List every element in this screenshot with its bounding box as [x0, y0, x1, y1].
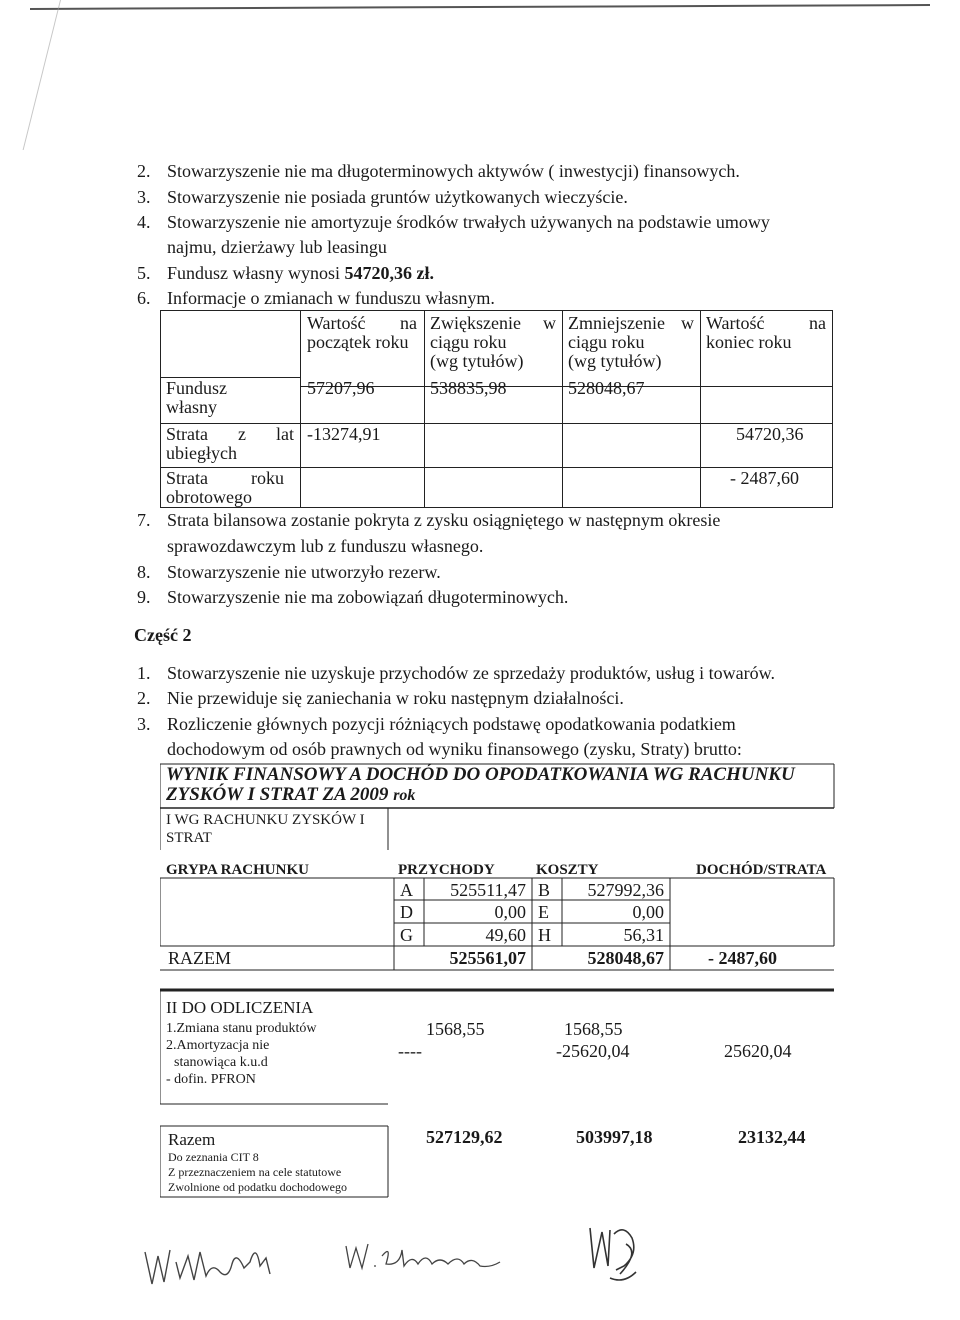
header-line: ciągu roku — [568, 332, 645, 352]
item-text — [167, 509, 823, 531]
costs-value: 527992,36 — [587, 880, 664, 900]
deduction-line: stanowiąca k.u.d — [174, 1055, 268, 1070]
header-word: na — [400, 313, 417, 333]
row-label-word: Strata — [166, 424, 208, 444]
deduction-line: 1.Zmiana stanu produktów — [166, 1021, 317, 1036]
item-number: 9. — [137, 587, 151, 607]
item-number: 8. — [137, 562, 151, 582]
final-razem-label: Razem — [168, 1130, 216, 1149]
item-text-plain: Fundusz własny wynosi — [167, 263, 345, 283]
item-number: 2. — [137, 161, 151, 181]
header-word: Wartość — [307, 313, 366, 333]
final-note: Z przeznaczeniem na cele statutowe — [168, 1165, 342, 1179]
cell-value: 57207,96 — [307, 378, 375, 398]
header-decrease — [568, 314, 694, 371]
item-text: Stowarzyszenie nie posiada gruntów użytkowanych wieczyście. — [167, 187, 628, 207]
item-text: Stowarzyszenie nie ma długoterminowych aktywów ( inwestycji) finansowych. — [167, 161, 740, 181]
item-text-continued: dochodowym od osób prawnych od wyniku finansowego (zysku, Straty) brutto: — [167, 739, 742, 759]
item-number: 3. — [137, 714, 151, 734]
header-word: w — [543, 313, 556, 333]
razem-label: RAZEM — [168, 948, 231, 968]
row-label — [166, 425, 294, 463]
header-line: koniec roku — [706, 332, 792, 352]
row-label-line: własny — [166, 397, 217, 417]
costs-value: 0,00 — [632, 902, 664, 922]
final-note: Do zeznania CIT 8 — [168, 1150, 259, 1164]
section-1-label: I WG RACHUNKU ZYSKÓW I — [166, 812, 365, 828]
item-text-line: Rozliczenie głównych pozycji różniących podstawę opodatkowania podatkiem — [167, 714, 736, 734]
row-label-line: ubiegłych — [166, 443, 237, 463]
part-2-title: Część 2 — [134, 625, 192, 645]
cell-value: 54720,36 — [736, 424, 804, 444]
item-text-line: Strata bilansowa zostanie pokryta z zysku osiągniętego w następnym okresie — [167, 510, 721, 530]
final-note: Zwolnione od podatku dochodowego — [168, 1180, 347, 1194]
scan-corner-mark — [0, 0, 61, 150]
cell-value: -13274,91 — [307, 424, 381, 444]
header-word: Wartość — [706, 313, 765, 333]
item-number: 5. — [137, 263, 151, 283]
income-code: D — [400, 902, 413, 922]
item-text — [167, 262, 434, 284]
income-code: A — [400, 880, 413, 900]
fund-amount: 54720,36 zł. — [344, 263, 435, 283]
deduction-income-dash: ---- — [398, 1041, 422, 1061]
header-line: początek roku — [307, 332, 409, 352]
scan-top-line — [30, 4, 930, 10]
header-increase — [430, 314, 556, 371]
row-label-line: Fundusz — [166, 378, 228, 398]
deduction-income: 1568,55 — [426, 1019, 485, 1039]
item-text: Stowarzyszenie nie uzyskuje przychodów ze sprzedaży produktów, usług i towarów. — [167, 663, 775, 683]
deduction-costs: 1568,55 — [564, 1019, 623, 1039]
row-label-word: lat — [276, 424, 294, 444]
final-costs: 503997,18 — [576, 1127, 653, 1147]
razem-costs: 528048,67 — [587, 948, 664, 968]
row-label-line: obrotowego — [166, 487, 252, 507]
item-number: 1. — [137, 663, 151, 683]
section-1-label-cont: STRAT — [166, 830, 212, 846]
final-result: 23132,44 — [738, 1127, 806, 1147]
col-result-header: DOCHÓD/STRATA — [696, 862, 827, 878]
result-title-part: ZYSKÓW I STRAT ZA 2009 — [166, 784, 389, 805]
income-code: G — [400, 925, 413, 945]
result-title-suffix: rok — [393, 787, 416, 804]
item-text: Stowarzyszenie nie ma zobowiązań długoterminowych. — [167, 587, 569, 607]
item-text: Nie przewiduje się zaniechania w roku następnym działalności. — [167, 688, 624, 708]
header-start-value — [307, 314, 417, 352]
row-label-word: Strata — [166, 468, 208, 488]
deduction-line: - dofin. PFRON — [166, 1072, 256, 1087]
costs-code: H — [538, 925, 551, 945]
deduction-result: 25620,04 — [724, 1041, 792, 1061]
header-line: ciągu roku — [430, 332, 507, 352]
cell-value: 538835,98 — [430, 378, 507, 398]
cell-value: - 2487,60 — [730, 468, 799, 488]
item-text-continued: sprawozdawczym lub z funduszu własnego. — [167, 536, 484, 556]
item-text: Stowarzyszenie nie utworzyło rezerw. — [167, 562, 441, 582]
row-label — [166, 469, 284, 507]
item-number: 4. — [137, 212, 151, 232]
income-value: 0,00 — [494, 902, 526, 922]
item-number: 7. — [137, 510, 151, 530]
final-income: 527129,62 — [426, 1127, 503, 1147]
item-number: 6. — [137, 288, 151, 308]
item-number: 3. — [137, 187, 151, 207]
col-costs-header: KOSZTY — [536, 862, 599, 878]
razem-income: 525561,07 — [449, 948, 526, 968]
signature-2 — [340, 1226, 520, 1276]
header-word: na — [809, 313, 826, 333]
costs-code: B — [538, 880, 551, 900]
item-text — [167, 713, 823, 735]
row-label-word: roku — [251, 468, 284, 488]
item-text-continued: najmu, dzierżawy lub leasingu — [167, 237, 387, 257]
col-group-header: GRYPA RACHUNKU — [166, 862, 309, 878]
signature-3 — [580, 1218, 660, 1298]
item-text — [167, 211, 823, 233]
section-2-label: II DO ODLICZENIA — [166, 998, 314, 1017]
header-end-value — [706, 314, 826, 352]
header-word: Zwiększenie — [430, 313, 521, 333]
row-label-word: z — [238, 424, 246, 444]
razem-result: - 2487,60 — [708, 948, 777, 968]
income-value: 525511,47 — [450, 880, 526, 900]
header-word: w — [681, 313, 694, 333]
fund-changes-table — [160, 310, 833, 508]
deduction-line: 2.Amortyzacja nie — [166, 1038, 270, 1053]
item-text-line: Stowarzyszenie nie amortyzuje środków trwałych używanych na podstawie umowy — [167, 212, 770, 232]
cell-value: 528048,67 — [568, 378, 645, 398]
header-line: (wg tytułów) — [568, 351, 662, 371]
header-word: Zmniejszenie — [568, 313, 665, 333]
col-income-header: PRZYCHODY — [398, 862, 495, 878]
costs-value: 56,31 — [623, 925, 664, 945]
deduction-costs: -25620,04 — [556, 1041, 630, 1061]
item-text: Informacje o zmianach w funduszu własnym. — [167, 288, 495, 308]
result-title-line1: WYNIK FINANSOWY A DOCHÓD DO OPODATKOWANIA WG RACHUNKU — [166, 764, 795, 785]
row-label — [166, 379, 294, 417]
costs-code: E — [538, 902, 549, 922]
income-value: 49,60 — [485, 925, 526, 945]
result-table — [160, 760, 836, 1200]
header-line: (wg tytułów) — [430, 351, 524, 371]
result-title-line2 — [166, 784, 415, 806]
signature-1 — [140, 1222, 300, 1292]
item-number: 2. — [137, 688, 151, 708]
